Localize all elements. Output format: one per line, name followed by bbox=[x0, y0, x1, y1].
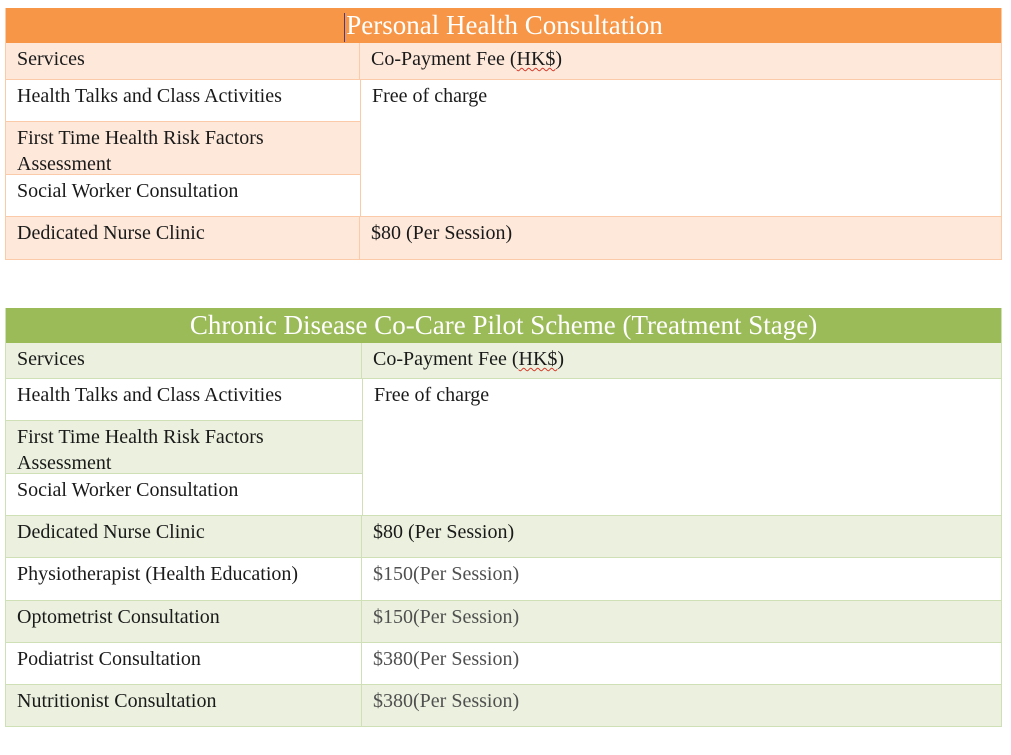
table-row: First Time Health Risk Factors Assessment bbox=[6, 421, 362, 474]
free-fee-cell: Free of charge bbox=[374, 384, 490, 406]
table-row: First Time Health Risk Factors Assessment bbox=[6, 122, 360, 175]
fee-cell: $150(Per Session) bbox=[373, 606, 520, 628]
fee-header-currency: HK$ bbox=[516, 48, 556, 70]
table-row: Social Worker Consultation bbox=[17, 180, 239, 202]
service-cell: Nutritionist Consultation bbox=[6, 685, 362, 726]
free-fee-cell: Free of charge bbox=[372, 85, 488, 107]
service-cell: Podiatrist Consultation bbox=[6, 643, 362, 684]
table-title-text: Personal Health Consultation bbox=[346, 10, 663, 40]
table-row: Social Worker Consultation bbox=[17, 479, 239, 501]
free-services-group bbox=[6, 379, 1001, 516]
service-cell: Optometrist Consultation bbox=[6, 601, 362, 642]
table-row bbox=[6, 558, 1001, 601]
fee-header-prefix: Co-Payment Fee ( bbox=[373, 348, 519, 370]
service-cell: Dedicated Nurse Clinic bbox=[6, 516, 362, 557]
table-title: Chronic Disease Co-Care Pilot Scheme (Treatment Stage) bbox=[6, 308, 1001, 343]
table-row bbox=[6, 601, 1001, 643]
fee-header-prefix: Co-Payment Fee ( bbox=[371, 48, 517, 70]
table-row: Health Talks and Class Activities bbox=[6, 80, 360, 122]
fee-header bbox=[362, 343, 1001, 378]
services-header: Services bbox=[6, 343, 362, 378]
table-header-row bbox=[6, 343, 1001, 379]
free-services-list bbox=[6, 80, 361, 216]
fee-cell: $380(Per Session) bbox=[373, 648, 520, 670]
fee-cell: $80 (Per Session) bbox=[373, 521, 515, 543]
service-cell: Physiotherapist (Health Education) bbox=[6, 558, 362, 600]
free-services-list bbox=[6, 379, 363, 515]
free-services-group bbox=[6, 80, 1001, 217]
chronic-disease-table bbox=[5, 308, 1002, 727]
table-row bbox=[6, 217, 1001, 260]
table-header-row bbox=[6, 43, 1001, 80]
fee-cell: $80 (Per Session) bbox=[371, 222, 513, 244]
table-row bbox=[6, 685, 1001, 727]
fee-header-suffix: ) bbox=[555, 48, 563, 70]
service-cell: Dedicated Nurse Clinic bbox=[6, 217, 360, 259]
table-row: Health Talks and Class Activities bbox=[6, 379, 362, 421]
fee-header-suffix: ) bbox=[557, 348, 565, 370]
table-title bbox=[6, 8, 1001, 43]
table-row bbox=[6, 516, 1001, 558]
services-header: Services bbox=[6, 43, 360, 79]
fee-cell: $150(Per Session) bbox=[373, 563, 520, 585]
personal-health-table bbox=[5, 8, 1002, 260]
fee-cell: $380(Per Session) bbox=[373, 690, 520, 712]
fee-header bbox=[360, 43, 1001, 79]
table-row bbox=[6, 643, 1001, 685]
fee-header-currency: HK$ bbox=[518, 348, 558, 370]
